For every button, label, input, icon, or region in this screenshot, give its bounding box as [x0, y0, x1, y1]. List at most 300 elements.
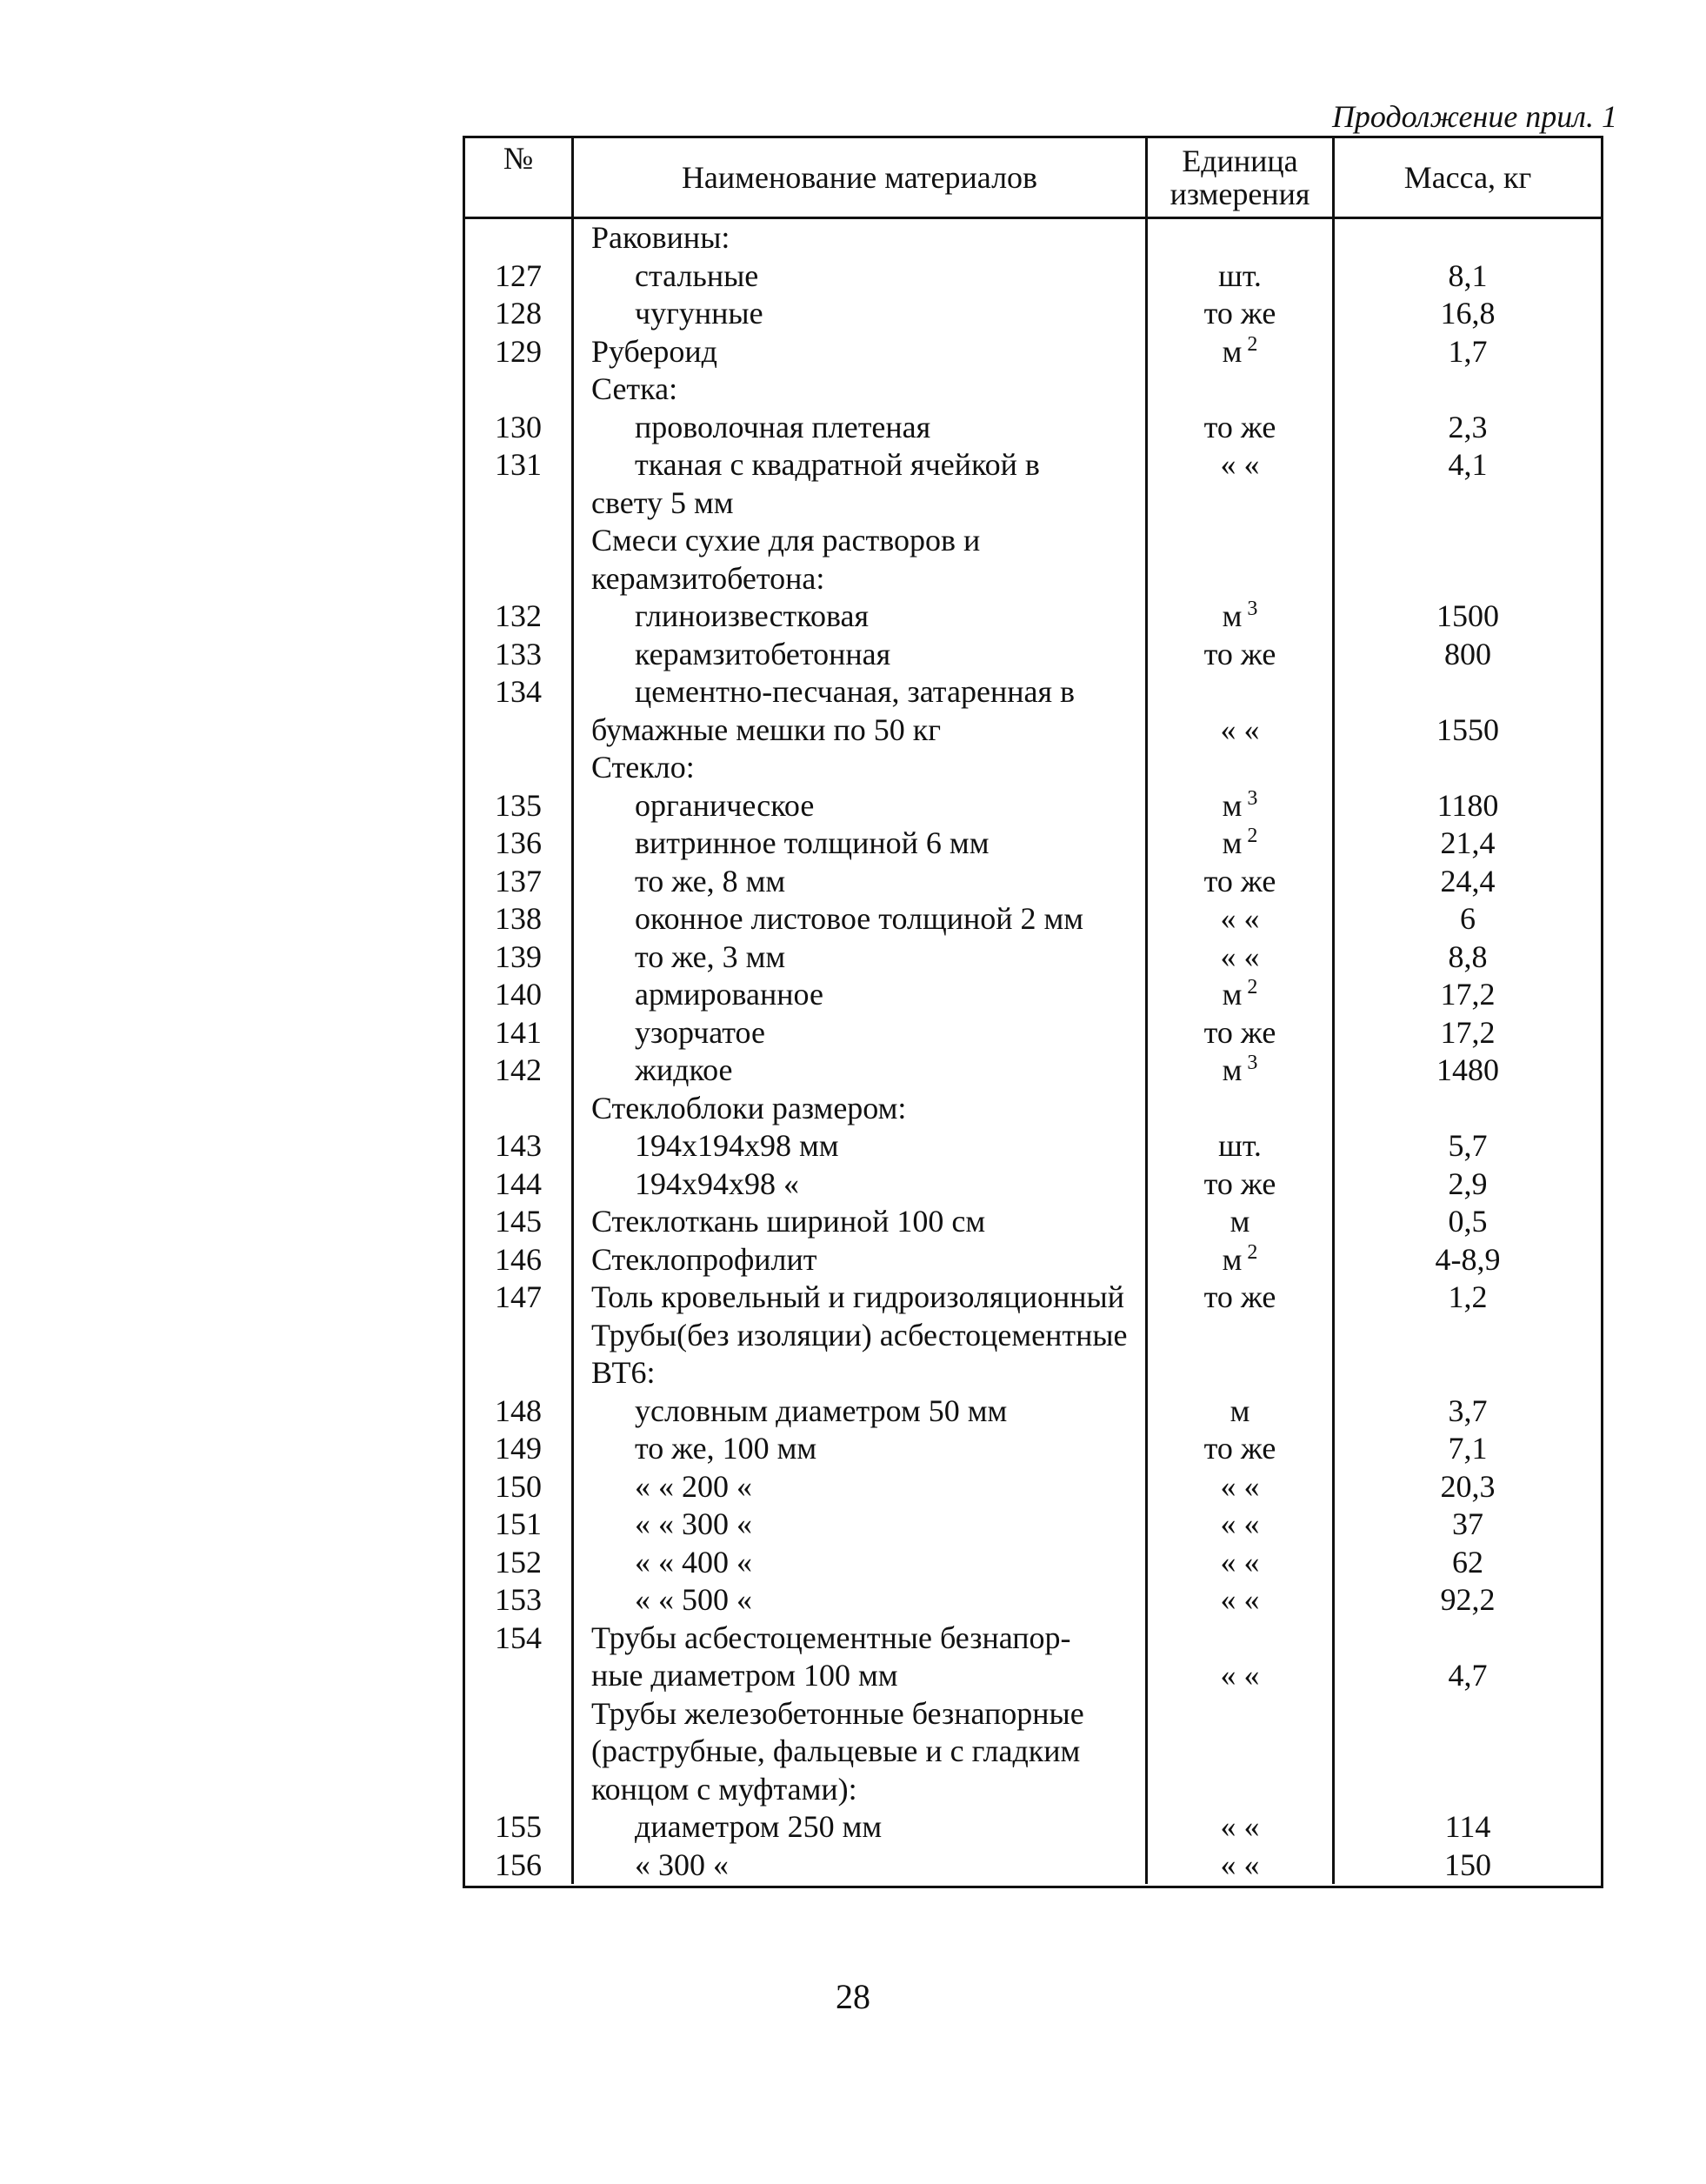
header-unit: Единица измерения [1148, 138, 1335, 217]
table-row [465, 1620, 1601, 1695]
unit-text: « « [1220, 938, 1260, 974]
unit-text: то же [1203, 296, 1276, 331]
material-name-line: Раковины: [591, 220, 730, 255]
row-material-name [574, 636, 1148, 674]
header-material-name: Наименование материалов [574, 138, 1148, 217]
row-number: 145 [465, 1203, 574, 1241]
row-unit [1148, 1581, 1335, 1620]
material-name-line: Смеси сухие для растворов и [591, 523, 981, 558]
row-mass [1335, 522, 1601, 598]
row-material-name [574, 1317, 1148, 1393]
row-unit [1148, 1544, 1335, 1582]
mass-value: 17,2 [1440, 1014, 1496, 1050]
unit-text: шт. [1218, 257, 1262, 293]
row-material-name [574, 522, 1148, 598]
row-number: 138 [465, 900, 574, 938]
mass-value: 0,5 [1448, 1204, 1488, 1239]
row-mass [1335, 749, 1601, 787]
unit-exponent: 3 [1242, 598, 1258, 620]
material-name-line: « « 200 « [635, 1468, 752, 1504]
material-name-line: концом с муфтами): [591, 1771, 857, 1807]
row-number: 128 [465, 295, 574, 333]
table-row [465, 257, 1601, 296]
material-name-line: 194x194x98 мм [635, 1128, 839, 1163]
material-name-line: « « 500 « [635, 1582, 752, 1617]
row-material-name [574, 1052, 1148, 1090]
material-name-line: Стекло: [591, 750, 695, 785]
row-number [465, 371, 574, 409]
row-number: 144 [465, 1165, 574, 1204]
table-row [465, 787, 1601, 825]
mass-value: 1,2 [1448, 1279, 1488, 1314]
material-name-line: Трубы железобетонные безнапорные [591, 1695, 1084, 1731]
table-row [465, 1014, 1601, 1052]
unit-exponent: 3 [1242, 1052, 1258, 1074]
table-row [465, 409, 1601, 447]
row-material-name [574, 333, 1148, 371]
row-unit [1148, 1279, 1335, 1317]
unit-text: « « [1220, 1582, 1260, 1617]
material-name-line: ные диаметром 100 мм [591, 1658, 898, 1693]
material-name-line: бумажные мешки по 50 кг [591, 711, 942, 747]
row-unit [1148, 1127, 1335, 1165]
row-material-name [574, 1581, 1148, 1620]
row-number: 154 [465, 1620, 574, 1695]
row-number: 150 [465, 1468, 574, 1506]
row-number: 140 [465, 976, 574, 1014]
material-name-line: то же, 100 мм [635, 1431, 817, 1466]
mass-value: 7,1 [1448, 1431, 1488, 1466]
material-name-line: Стеклопрофилит [591, 1241, 817, 1277]
row-mass [1335, 1808, 1601, 1847]
row-mass [1335, 1544, 1601, 1582]
material-name-line: глиноизвестковая [635, 598, 870, 633]
mass-value: 150 [1444, 1847, 1491, 1882]
mass-value: 114 [1444, 1809, 1491, 1844]
table-row [465, 863, 1601, 901]
unit-text: то же [1203, 863, 1276, 898]
unit-text: « « [1220, 1809, 1260, 1844]
mass-value: 21,4 [1440, 825, 1496, 860]
mass-value: 4,1 [1448, 447, 1488, 482]
material-name-line: « 300 « [635, 1847, 729, 1882]
material-name-line: тканая с квадратной ячейкой в [635, 447, 1040, 482]
row-mass [1335, 257, 1601, 296]
row-number: 147 [465, 1279, 574, 1317]
unit-text: то же [1203, 636, 1276, 671]
row-mass [1335, 1279, 1601, 1317]
row-number [465, 522, 574, 598]
row-unit [1148, 1393, 1335, 1431]
row-mass [1335, 219, 1601, 257]
unit-text: то же [1203, 1279, 1276, 1314]
table-header [465, 138, 1601, 219]
table-row [465, 1393, 1601, 1431]
mass-value: 8,8 [1448, 938, 1488, 974]
row-mass [1335, 1695, 1601, 1809]
material-name-line: витринное толщиной 6 мм [635, 825, 990, 860]
unit-text: то же [1203, 1014, 1276, 1050]
row-unit [1148, 598, 1335, 636]
row-mass [1335, 1317, 1601, 1393]
row-unit [1148, 371, 1335, 409]
table-row [465, 1695, 1601, 1809]
mass-value: 800 [1444, 636, 1491, 671]
table-row [465, 1506, 1601, 1544]
row-mass [1335, 787, 1601, 825]
row-number: 136 [465, 825, 574, 863]
unit-text: « « [1220, 1468, 1260, 1504]
material-name-line: Трубы(без изоляции) асбестоцементные [591, 1317, 1128, 1352]
mass-value: 2,9 [1448, 1165, 1488, 1201]
mass-value: 62 [1452, 1544, 1483, 1580]
unit-text: м [1230, 1204, 1250, 1239]
row-material-name [574, 1090, 1148, 1128]
row-number: 148 [465, 1393, 574, 1431]
material-name-line: то же, 8 мм [635, 863, 786, 898]
unit-exponent: 2 [1242, 1240, 1258, 1264]
row-unit [1148, 1165, 1335, 1204]
table-row [465, 749, 1601, 787]
row-material-name [574, 1241, 1148, 1279]
table-row [465, 1468, 1601, 1506]
unit-exponent: 2 [1242, 976, 1258, 998]
row-mass [1335, 409, 1601, 447]
row-unit [1148, 219, 1335, 257]
unit-text: м [1222, 977, 1243, 1012]
material-name-line: свету 5 мм [591, 484, 734, 520]
table-row [465, 636, 1601, 674]
row-number: 155 [465, 1808, 574, 1847]
unit-text: м [1222, 1241, 1243, 1277]
row-material-name [574, 1127, 1148, 1165]
table-row [465, 825, 1601, 863]
material-name-line: « « 300 « [635, 1506, 752, 1541]
row-material-name [574, 1544, 1148, 1582]
row-mass [1335, 673, 1601, 749]
table-row [465, 1203, 1601, 1241]
mass-value: 1550 [1436, 711, 1499, 747]
material-name-line: проволочная плетеная [635, 409, 931, 444]
page-number: 28 [836, 1977, 870, 2016]
row-unit [1148, 409, 1335, 447]
mass-value: 3,7 [1448, 1393, 1488, 1428]
row-material-name [574, 900, 1148, 938]
row-material-name [574, 1014, 1148, 1052]
row-number: 149 [465, 1430, 574, 1468]
material-name-line: « « 400 « [635, 1544, 752, 1580]
row-mass [1335, 1506, 1601, 1544]
unit-text: то же [1203, 1431, 1276, 1466]
table-row [465, 446, 1601, 522]
row-number: 152 [465, 1544, 574, 1582]
row-material-name [574, 787, 1148, 825]
row-material-name [574, 863, 1148, 901]
table-row [465, 1052, 1601, 1090]
unit-exponent: 2 [1242, 825, 1258, 847]
row-mass [1335, 1090, 1601, 1128]
row-number: 153 [465, 1581, 574, 1620]
row-unit [1148, 1468, 1335, 1506]
unit-text: « « [1220, 1658, 1260, 1693]
row-mass [1335, 598, 1601, 636]
unit-text: « « [1220, 1544, 1260, 1580]
material-name-line: армированное [635, 977, 823, 1012]
row-number: 131 [465, 446, 574, 522]
table-row [465, 522, 1601, 598]
material-name-line: Толь кровельный и гидроизоляционный [591, 1279, 1125, 1314]
row-mass [1335, 938, 1601, 977]
unit-text: м [1222, 598, 1243, 633]
unit-text: м [1222, 787, 1243, 823]
unit-text: то же [1203, 1165, 1276, 1201]
unit-text: м [1222, 333, 1243, 369]
row-mass [1335, 636, 1601, 674]
material-name-line: жидкое [635, 1052, 733, 1087]
row-mass [1335, 1165, 1601, 1204]
mass-value: 92,2 [1440, 1582, 1496, 1617]
row-unit [1148, 976, 1335, 1014]
table-row [465, 900, 1601, 938]
row-mass [1335, 1014, 1601, 1052]
row-unit [1148, 1241, 1335, 1279]
material-name-line: 194x94x98 « [635, 1165, 799, 1201]
mass-value: 1180 [1436, 787, 1499, 823]
row-material-name [574, 673, 1148, 749]
table-row [465, 1279, 1601, 1317]
mass-value: 6 [1460, 901, 1476, 936]
mass-value: 4,7 [1448, 1658, 1488, 1693]
row-number: 127 [465, 257, 574, 296]
unit-exponent: 3 [1242, 786, 1258, 810]
row-number: 130 [465, 409, 574, 447]
row-unit [1148, 787, 1335, 825]
table-row [465, 1847, 1601, 1885]
row-number [465, 1090, 574, 1128]
row-material-name [574, 1165, 1148, 1204]
row-number [465, 1317, 574, 1393]
row-unit [1148, 1014, 1335, 1052]
row-material-name [574, 446, 1148, 522]
table-row [465, 673, 1601, 749]
mass-value: 20,3 [1440, 1468, 1496, 1504]
material-name-line: оконное листовое толщиной 2 мм [635, 901, 1084, 936]
table-row [465, 295, 1601, 333]
table-body [465, 219, 1601, 1886]
unit-text: « « [1220, 1506, 1260, 1541]
row-unit [1148, 1695, 1335, 1809]
material-name-line: стальные [635, 257, 759, 293]
row-number: 134 [465, 673, 574, 749]
row-mass [1335, 446, 1601, 522]
row-mass [1335, 1052, 1601, 1090]
unit-text: « « [1220, 901, 1260, 936]
row-unit [1148, 825, 1335, 863]
row-number: 146 [465, 1241, 574, 1279]
row-number: 156 [465, 1847, 574, 1885]
row-unit [1148, 1090, 1335, 1128]
row-number [465, 1695, 574, 1809]
row-mass [1335, 295, 1601, 333]
material-name-line: чугунные [635, 296, 763, 331]
mass-value: 5,7 [1448, 1128, 1488, 1163]
unit-text: м [1230, 1393, 1250, 1428]
mass-value: 8,1 [1448, 257, 1488, 293]
row-unit [1148, 1430, 1335, 1468]
row-material-name [574, 257, 1148, 296]
row-mass [1335, 825, 1601, 863]
row-material-name [574, 295, 1148, 333]
mass-value: 37 [1452, 1506, 1483, 1541]
row-unit [1148, 295, 1335, 333]
table-row [465, 598, 1601, 636]
unit-text: « « [1220, 1847, 1260, 1882]
row-mass [1335, 333, 1601, 371]
mass-value: 1500 [1436, 598, 1499, 633]
header-mass: Масса, кг [1403, 160, 1532, 195]
material-name-line: керамзитобетонная [635, 636, 891, 671]
mass-value: 24,4 [1440, 863, 1496, 898]
table-row [465, 371, 1601, 409]
materials-mass-table [463, 136, 1603, 1888]
material-name-line: керамзитобетона: [591, 560, 825, 596]
row-unit [1148, 1203, 1335, 1241]
row-number: 133 [465, 636, 574, 674]
table-row [465, 1317, 1601, 1393]
row-number [465, 749, 574, 787]
unit-text: шт. [1218, 1128, 1262, 1163]
material-name-line: условным диаметром 50 мм [635, 1393, 1008, 1428]
table-row [465, 1544, 1601, 1582]
table-row [465, 976, 1601, 1014]
row-material-name [574, 371, 1148, 409]
row-mass [1335, 976, 1601, 1014]
row-material-name [574, 1847, 1148, 1885]
row-material-name [574, 749, 1148, 787]
material-name-line: органическое [635, 787, 815, 823]
row-unit [1148, 1317, 1335, 1393]
row-mass [1335, 1203, 1601, 1241]
row-number: 135 [465, 787, 574, 825]
row-unit [1148, 938, 1335, 977]
row-material-name [574, 1430, 1148, 1468]
table-continuation-caption: Продолжение прил. 1 [1331, 99, 1617, 134]
row-unit [1148, 1808, 1335, 1847]
table-row [465, 1241, 1601, 1279]
row-material-name [574, 1393, 1148, 1431]
row-material-name [574, 825, 1148, 863]
mass-value: 17,2 [1440, 977, 1496, 1012]
material-name-line: узорчатое [635, 1014, 765, 1050]
table-row [465, 219, 1601, 257]
row-number [465, 219, 574, 257]
table-row [465, 1808, 1601, 1847]
row-mass [1335, 1241, 1601, 1279]
row-unit [1148, 522, 1335, 598]
header-number: № [465, 138, 574, 217]
table-row [465, 333, 1601, 371]
row-mass [1335, 863, 1601, 901]
row-material-name [574, 1695, 1148, 1809]
material-name-line: Стеклоблоки размером: [591, 1090, 907, 1125]
table-row [465, 1090, 1601, 1128]
row-material-name [574, 1468, 1148, 1506]
row-unit [1148, 863, 1335, 901]
mass-value: 1,7 [1448, 333, 1488, 369]
row-mass [1335, 1393, 1601, 1431]
row-unit [1148, 900, 1335, 938]
unit-text: м [1222, 1052, 1243, 1087]
row-material-name [574, 598, 1148, 636]
row-number: 151 [465, 1506, 574, 1544]
material-name-line: то же, 3 мм [635, 938, 786, 974]
row-number: 139 [465, 938, 574, 977]
table-row [465, 1581, 1601, 1620]
unit-text: « « [1220, 711, 1260, 747]
unit-text: то же [1203, 409, 1276, 444]
row-number: 137 [465, 863, 574, 901]
row-unit [1148, 446, 1335, 522]
table-row [465, 1430, 1601, 1468]
row-number: 129 [465, 333, 574, 371]
row-unit [1148, 673, 1335, 749]
row-unit [1148, 1506, 1335, 1544]
row-material-name [574, 1620, 1148, 1695]
material-name-line: (раструбные, фальцевые и с гладким [591, 1733, 1081, 1768]
row-mass [1335, 1430, 1601, 1468]
row-unit [1148, 1052, 1335, 1090]
row-material-name [574, 1506, 1148, 1544]
row-material-name [574, 1203, 1148, 1241]
row-material-name [574, 1279, 1148, 1317]
unit-text: м [1222, 825, 1243, 860]
mass-value: 16,8 [1440, 296, 1496, 331]
row-material-name [574, 1808, 1148, 1847]
row-unit [1148, 636, 1335, 674]
mass-value: 2,3 [1448, 409, 1488, 444]
material-name-line: Стеклоткань шириной 100 см [591, 1204, 986, 1239]
row-material-name [574, 976, 1148, 1014]
table-row [465, 1127, 1601, 1165]
table-row [465, 938, 1601, 977]
material-name-line: Трубы асбестоцементные безнапор- [591, 1620, 1071, 1655]
row-mass [1335, 1847, 1601, 1885]
row-material-name [574, 219, 1148, 257]
unit-text: « « [1220, 447, 1260, 482]
row-material-name [574, 409, 1148, 447]
row-material-name [574, 938, 1148, 977]
row-unit [1148, 1620, 1335, 1695]
material-name-line: Сетка: [591, 371, 678, 406]
mass-value: 4-8,9 [1435, 1241, 1501, 1277]
unit-exponent: 2 [1242, 332, 1258, 356]
material-name-line: диаметром 250 мм [635, 1809, 883, 1844]
row-unit [1148, 749, 1335, 787]
row-number: 141 [465, 1014, 574, 1052]
row-mass [1335, 900, 1601, 938]
row-mass [1335, 1620, 1601, 1695]
row-number: 143 [465, 1127, 574, 1165]
table-row [465, 1165, 1601, 1204]
row-mass [1335, 371, 1601, 409]
material-name-line: Рубероид [591, 333, 717, 369]
mass-value: 1480 [1436, 1052, 1499, 1087]
material-name-line: ВТ6: [591, 1355, 656, 1390]
row-mass [1335, 1127, 1601, 1165]
row-mass [1335, 1468, 1601, 1506]
row-mass [1335, 1581, 1601, 1620]
row-number: 132 [465, 598, 574, 636]
